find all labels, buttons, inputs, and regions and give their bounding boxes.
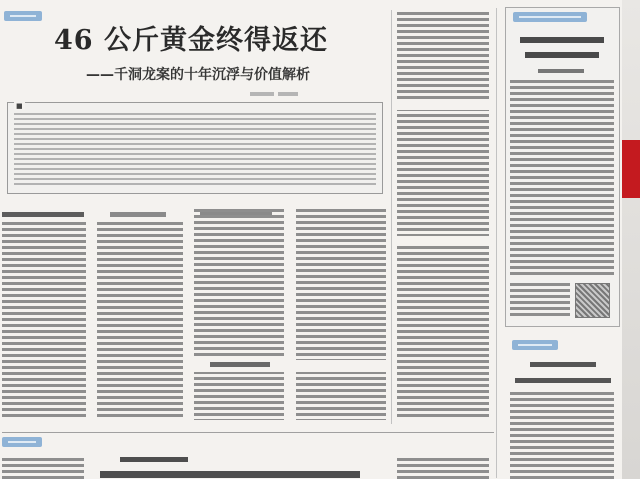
column-break [397,100,489,110]
column-subhead [210,362,270,367]
column-divider [496,8,497,478]
article-column [2,458,84,479]
abstract-box [7,102,383,194]
section-headline [515,378,611,383]
page-edge [622,0,640,479]
article-column [296,209,386,420]
article-column [397,12,489,420]
byline [278,92,298,96]
abstract-label: ■ [16,102,23,110]
byline [250,92,274,96]
sidebar-text [510,283,570,319]
bottom-headline [120,457,188,462]
article-title: 46 公斤黄金终得返还 [54,25,328,56]
section-divider [2,432,494,433]
red-edge-marker [622,140,640,198]
sidebar-headline [520,37,604,43]
article-column [2,222,86,420]
section-tag [4,11,42,21]
section-tag [513,12,587,22]
abstract-text [14,113,376,187]
sidebar-text [510,80,614,276]
column-break [296,360,386,372]
article-column [194,209,284,420]
qr-code-icon [575,283,610,318]
section-text [510,392,614,479]
article-subtitle: ——千洞龙案的十年沉浮与价值解析 [86,67,310,83]
column-break [397,236,489,246]
article-column [97,222,183,420]
section-tag [512,340,558,350]
column-subhead [110,212,166,217]
article-column [397,458,489,479]
section-headline [530,362,596,367]
bottom-headline [100,471,360,478]
column-divider [391,10,392,424]
sidebar-subheadline [538,69,584,73]
sidebar-headline [525,52,599,58]
column-subhead [2,212,84,217]
section-tag [2,437,42,447]
